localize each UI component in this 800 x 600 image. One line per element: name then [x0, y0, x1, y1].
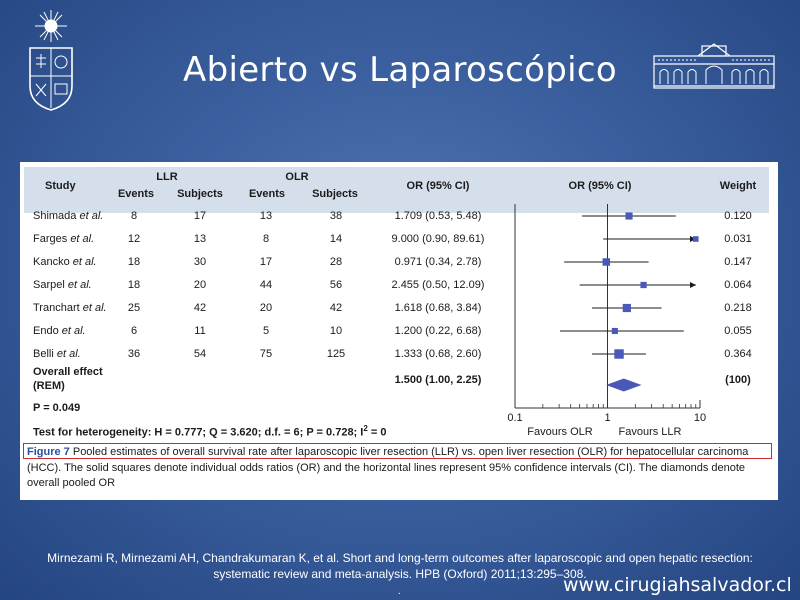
reference-line-1: Mirnezami R, Mirnezami AH, Chandrakumaran K, et al. Short and long-term outcomes after laparoscopic and open hepatic resection:: [47, 551, 753, 565]
study-name: Belli et al.: [33, 348, 81, 360]
or-ci-value: 1.618 (0.68, 3.84): [394, 302, 482, 314]
x-tick-label: 1: [604, 412, 611, 424]
favours-llr-label: Favours LLR: [618, 426, 682, 438]
header-llr: LLR: [156, 171, 178, 183]
header-olr-subjects: Subjects: [312, 188, 358, 200]
olr-subjects: 125: [326, 348, 346, 360]
footer-dot: .: [398, 586, 401, 597]
llr-subjects: 13: [193, 233, 207, 245]
study-name: Farges et al.: [33, 233, 95, 245]
or-ci-value: 1.709 (0.53, 5.48): [394, 210, 482, 222]
weight-value: 0.364: [724, 348, 752, 360]
figure-caption: [27, 445, 772, 492]
llr-subjects: 30: [193, 256, 207, 268]
or-ci-value: 2.455 (0.50, 12.09): [391, 279, 485, 291]
study-or-marker: [603, 258, 610, 265]
llr-subjects: 11: [194, 325, 206, 337]
forest-plot: [20, 162, 778, 442]
llr-events: 25: [127, 302, 141, 314]
olr-events: 13: [259, 210, 273, 222]
overall-label-line2: (REM): [33, 380, 65, 392]
or-ci-value: 0.971 (0.34, 2.78): [394, 256, 482, 268]
header-llr-events: Events: [117, 188, 155, 200]
olr-subjects: 28: [329, 256, 343, 268]
header-weight: Weight: [719, 180, 757, 192]
olr-events: 20: [259, 302, 273, 314]
slide-title: Abierto vs Laparoscópico: [183, 50, 617, 90]
olr-events: 75: [259, 348, 273, 360]
study-or-marker: [693, 236, 699, 242]
olr-subjects: 38: [329, 210, 343, 222]
x-tick-label: 10: [693, 412, 707, 424]
study-or-marker: [612, 328, 618, 334]
study-name: Endo et al.: [33, 325, 86, 337]
study-name: Kancko et al.: [33, 256, 97, 268]
reference-line-2: systematic review and meta-analysis. HPB (Oxford) 2011;13:295–308.: [213, 567, 587, 581]
study-or-marker: [625, 212, 632, 219]
olr-events: 17: [259, 256, 273, 268]
study-name: Shimada et al.: [33, 210, 104, 222]
llr-events: 12: [127, 233, 141, 245]
website-url[interactable]: www.cirugiahsalvador.cl: [563, 574, 792, 596]
ci-arrow: [690, 282, 696, 288]
weight-value: 0.218: [724, 302, 752, 314]
study-name: Tranchart et al.: [33, 302, 107, 314]
weight-value: 0.147: [724, 256, 752, 268]
header-plot-or-ci: OR (95% CI): [568, 180, 632, 192]
llr-events: 8: [130, 210, 138, 222]
llr-events: 36: [127, 348, 141, 360]
olr-events: 8: [262, 233, 270, 245]
header-or-ci: OR (95% CI): [406, 180, 470, 192]
olr-subjects: 10: [329, 325, 343, 337]
llr-subjects: 17: [193, 210, 207, 222]
weight-value: 0.031: [724, 233, 752, 245]
p-value: P = 0.049: [33, 402, 81, 414]
overall-label-line1: Overall effect: [33, 366, 103, 378]
or-ci-value: 1.200 (0.22, 6.68): [394, 325, 482, 337]
overall-weight: (100): [725, 374, 751, 386]
study-name: Sarpel et al.: [33, 279, 92, 291]
llr-subjects: 20: [193, 279, 207, 291]
header-study: Study: [45, 180, 76, 192]
figure-label: Figure 7: [27, 446, 70, 458]
study-or-marker: [623, 304, 631, 312]
llr-events: 6: [130, 325, 138, 337]
olr-events: 44: [259, 279, 273, 291]
study-or-marker: [614, 349, 623, 358]
olr-subjects: 14: [329, 233, 343, 245]
olr-events: 5: [262, 325, 270, 337]
header-olr-events: Events: [248, 188, 286, 200]
weight-value: 0.120: [724, 210, 752, 222]
favours-olr-label: Favours OLR: [527, 426, 593, 438]
or-ci-value: 1.333 (0.68, 2.60): [394, 348, 482, 360]
overall-or-ci: 1.500 (1.00, 2.25): [394, 374, 482, 386]
llr-events: 18: [127, 256, 141, 268]
forest-plot-figure: [20, 162, 778, 500]
overall-diamond: [608, 379, 641, 391]
weight-value: 0.064: [724, 279, 752, 291]
llr-subjects: 42: [193, 302, 207, 314]
llr-subjects: 54: [193, 348, 207, 360]
header-olr: OLR: [285, 171, 309, 183]
weight-value: 0.055: [724, 325, 752, 337]
olr-subjects: 42: [329, 302, 343, 314]
header-llr-subjects: Subjects: [177, 188, 223, 200]
olr-subjects: 56: [329, 279, 343, 291]
study-or-marker: [640, 282, 646, 288]
llr-events: 18: [127, 279, 141, 291]
heterogeneity-test: Test for heterogeneity: H = 0.777; Q = 3.620; d.f. = 6; P = 0.728; $I^2 = 0$: [33, 424, 387, 439]
caption-text: Pooled estimates of overall survival rate after laparoscopic liver resection (LLR) vs. open liver resection (OLR) for hepatocellular carcinoma (HCC). The solid squares denote individual odds ratios (OR) and the horizontal lines represent 95% confidence intervals (CI). The diamonds denote overall pooled OR: [27, 446, 749, 489]
x-tick-label: 0.1: [507, 412, 523, 424]
or-ci-value: 9.000 (0.90, 89.61): [391, 233, 485, 245]
